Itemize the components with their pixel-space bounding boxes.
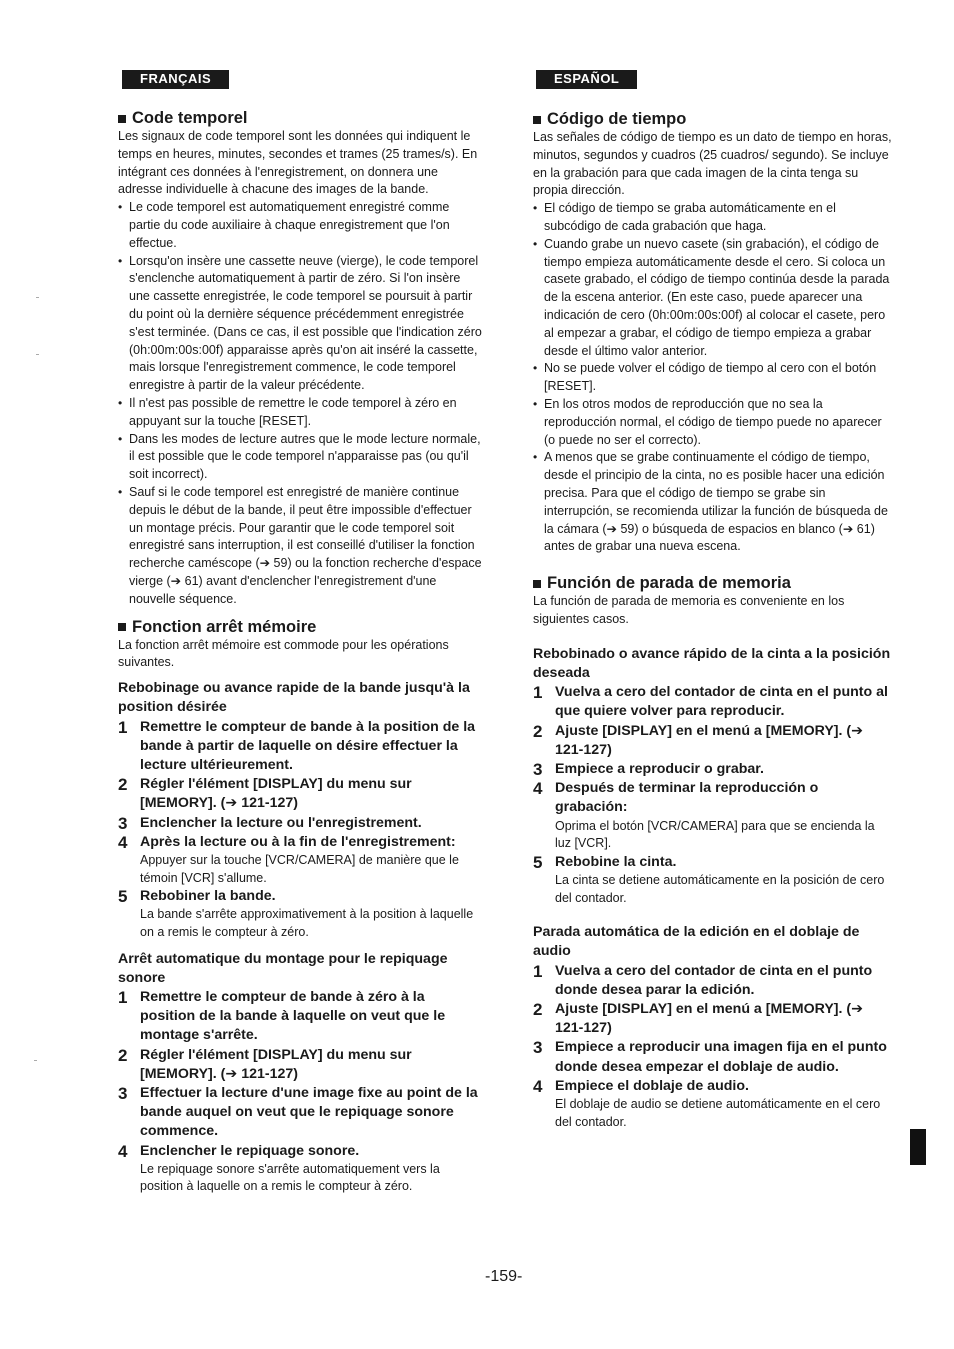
step-text: Empiece a reproducir una imagen fija en el punto donde desea empezar el doblaje de audio. bbox=[555, 1039, 887, 1075]
step-number: 5 bbox=[533, 852, 543, 872]
step-number: 4 bbox=[118, 1141, 128, 1161]
french-column bbox=[118, 70, 482, 1196]
page-number: -159- bbox=[485, 1268, 523, 1285]
step-text: Régler l'élément [DISPLAY] du menu sur [MEMORY]. (➔ 121-127) bbox=[140, 776, 412, 812]
step-number: 1 bbox=[533, 683, 543, 703]
step-item bbox=[533, 1000, 893, 1038]
list-item: • No se puede volver el código de tiempo al cero con el botón [RESET]. bbox=[533, 360, 893, 396]
step-note: Oprima el botón [VCR/CAMERA] para que se encienda la luz [VCR]. bbox=[555, 818, 875, 851]
step-item bbox=[118, 775, 482, 813]
step-text: Rebobine la cinta. bbox=[555, 853, 677, 870]
step-number: 2 bbox=[533, 721, 543, 741]
dubbing-steps bbox=[533, 962, 893, 1132]
code-intro-paragraph: Las señales de código de tiempo es un dato de tiempo en horas, minutos, segundos y cuadros (25 cuadros/ segundo). Se incluye en la grabación para que cada imagen de la cinta tenga su propia dirección. bbox=[533, 130, 892, 198]
step-number: 3 bbox=[118, 813, 128, 833]
step-text: Enclencher la lecture ou l'enregistrement. bbox=[140, 814, 422, 831]
section-title-fonction-arret-memoire: Fonction arrêt mémoire bbox=[118, 618, 482, 637]
code-intro-paragraph: Les signaux de code temporel sont les données qui indiquent le temps en heures, minutes, secondes et trames (25 trames/s). En intégrant ces données à l'enregistrement, on donnera une adresse individuelle à chacune des images de la bande. bbox=[118, 129, 478, 197]
step-note: La cinta se detiene automáticamente en la posición de cero del contador. bbox=[555, 872, 885, 905]
subsection-heading-rewind: Rebobinado o avance rápido de la cinta a la posición deseada bbox=[533, 645, 891, 681]
step-item bbox=[533, 760, 893, 779]
square-bullet-icon bbox=[533, 116, 541, 124]
step-item bbox=[118, 988, 482, 1046]
step-number: 4 bbox=[533, 779, 543, 799]
subsection-heading-dubbing: Parada automática de la edición en el doblaje de audio bbox=[533, 924, 860, 960]
step-item bbox=[533, 683, 893, 721]
dubbing-steps bbox=[118, 988, 482, 1196]
step-item bbox=[533, 779, 893, 817]
step-text: Ajuste [DISPLAY] en el menú a [MEMORY]. (➔ 121-127) bbox=[555, 722, 864, 758]
section-title-code-temporel: Code temporel bbox=[118, 109, 482, 128]
step-text: Remettre le compteur de bande à la position de la bande à partir de laquelle on désire effectuer la lecture ultérieurement. bbox=[140, 718, 476, 773]
code-bullet-list bbox=[118, 199, 482, 608]
scan-speck bbox=[36, 354, 39, 355]
list-item: • Il n'est pas possible de remettre le code temporel à zéro en appuyant sur la touche [RESET]. bbox=[118, 395, 482, 431]
step-text: Régler l'élément [DISPLAY] du menu sur [MEMORY]. (➔ 121-127) bbox=[140, 1046, 412, 1082]
section-title-funcion-parada-memoria: Función de parada de memoria bbox=[533, 574, 893, 593]
step-text: Vuelva a cero del contador de cinta en el punto al que quiere volver para reproducir. bbox=[555, 684, 888, 720]
step-text: Vuelva a cero del contador de cinta en el punto donde desea parar la edición. bbox=[555, 962, 873, 998]
step-item bbox=[118, 814, 482, 833]
list-item: • En los otros modos de reproducción que no sea la reproducción normal, el código de tiempo puede no aparecer (o puede no ser el correcto). bbox=[533, 396, 893, 449]
step-note: La bande s'arrête approximativement à la position à laquelle on a remis le compteur à zéro. bbox=[140, 907, 474, 939]
scan-speck bbox=[34, 1060, 37, 1061]
step-item bbox=[533, 722, 893, 760]
step-number: 1 bbox=[533, 961, 543, 981]
step-number: 2 bbox=[533, 999, 543, 1019]
step-number: 1 bbox=[118, 987, 128, 1007]
step-text: Remettre le compteur de bande à zéro à la position de la bande à laquelle on veut que le montage s'arrête. bbox=[140, 988, 446, 1044]
list-item: • Dans les modes de lecture autres que le mode lecture normale, il est possible que le code temporel n'apparaisse pas (ou qu'il soit incorrect). bbox=[118, 431, 482, 484]
step-number: 1 bbox=[118, 717, 128, 737]
page-edge-tab-marker bbox=[910, 1129, 926, 1165]
step-item bbox=[118, 887, 482, 906]
subsection-heading-dubbing: Arrêt automatique du montage pour le repiquage sonore bbox=[118, 950, 448, 986]
step-number: 3 bbox=[533, 1038, 543, 1058]
step-item bbox=[118, 1084, 482, 1142]
rewind-steps bbox=[118, 718, 482, 942]
step-text: Rebobiner la bande. bbox=[140, 888, 276, 905]
step-number: 5 bbox=[118, 887, 128, 907]
memory-intro-paragraph: La fonction arrêt mémoire est commode pour les opérations suivantes. bbox=[118, 637, 449, 670]
list-item: • El código de tiempo se graba automáticamente en el subcódigo de cada grabación que haga. bbox=[533, 200, 893, 236]
list-item: • Lorsqu'on insère une cassette neuve (vierge), le code temporel s'enclenche automatiquement à partir de zéro. Si l'on insère une cassette enregistrée, le code temporel se poursuit à partir du point où la dernière séquence précédemment enregistrée s'est terminée. (Dans ce cas, il est possible que l'indication zéro (0h:00m:00s:00f) apparaisse après qu'on ait inséré la cassette, mais lorsque l'enregistrement commence, le code temporel enregistre à partir de la valeur précédente. bbox=[118, 253, 482, 395]
subsection-heading-rewind: Rebobinage ou avance rapide de la bande jusqu'à la position désirée bbox=[118, 680, 470, 716]
step-number: 2 bbox=[118, 775, 128, 795]
step-text: Après la lecture ou à la fin de l'enregistrement: bbox=[140, 833, 456, 850]
step-item bbox=[118, 833, 482, 852]
list-item: • Sauf si le code temporel est enregistré de manière continue depuis le début de la bande, il peut être impossible d'effectuer un montage précis. Pour garantir que le code temporel soit enregistré sans interruption, il est conseillé d'utiliser la fonction recherche caméscope (➔ 59) ou la fonction recherche d'espace vierge (➔ 61) avant d'enclencher l'enregistrement d'une nouvelle séquence. bbox=[118, 484, 482, 609]
step-item bbox=[118, 1142, 482, 1161]
section-title-codigo-de-tiempo: Código de tiempo bbox=[533, 110, 893, 129]
step-number: 2 bbox=[118, 1045, 128, 1065]
step-text: Empiece el doblaje de audio. bbox=[555, 1077, 749, 1094]
step-number: 4 bbox=[533, 1076, 543, 1096]
step-item bbox=[533, 1038, 893, 1076]
step-item bbox=[533, 962, 893, 1000]
step-number: 3 bbox=[533, 759, 543, 779]
step-number: 4 bbox=[118, 832, 128, 852]
list-item: • Le code temporel est automatiquement enregistré comme partie du code auxiliaire à chaque enregistrement que l'on effectue. bbox=[118, 199, 482, 252]
scan-speck bbox=[36, 297, 39, 298]
step-text: Effectuer la lecture d'une image fixe au point de la bande auquel on veut que le repiquage sonore commence. bbox=[140, 1084, 478, 1140]
language-tab-spanish: ESPAÑOL bbox=[536, 70, 637, 89]
language-tab-french: FRANÇAIS bbox=[122, 70, 229, 89]
step-item bbox=[118, 1046, 482, 1084]
list-item: • A menos que se grabe continuamente el código de tiempo, desde el principio de la cinta, no es posible hacer una edición precisa. Para que el código de tiempo se grabe sin interrupción, se recomienda utilizar la función de búsqueda de la cámara (➔ 59) o búsqueda de espacios en blanco (➔ 61) antes de grabar una nueva escena. bbox=[533, 449, 893, 556]
step-text: Enclencher le repiquage sonore. bbox=[140, 1142, 360, 1159]
step-item bbox=[533, 1077, 893, 1096]
code-bullet-list bbox=[533, 200, 893, 556]
rewind-steps bbox=[533, 683, 893, 907]
step-text: Ajuste [DISPLAY] en el menú a [MEMORY]. (➔ 121-127) bbox=[555, 1000, 864, 1037]
step-note: El doblaje de audio se detiene automáticamente en el cero del contador. bbox=[555, 1096, 881, 1129]
square-bullet-icon bbox=[118, 623, 126, 631]
spanish-column bbox=[533, 70, 893, 1131]
step-item bbox=[118, 718, 482, 776]
step-text: Empiece a reproducir o grabar. bbox=[555, 760, 764, 777]
step-note: Le repiquage sonore s'arrête automatiquement vers la position à laquelle on a remis le compteur à zéro. bbox=[140, 1161, 440, 1194]
square-bullet-icon bbox=[118, 115, 126, 123]
list-item: • Cuando grabe un nuevo casete (sin grabación), el código de tiempo empieza automáticamente desde el cero. Si coloca un casete grabado, el código de tiempo continúa desde la parada de la escena anterior. (En este caso, puede aparecer una indicación de cero (0h:00m:00s:00f) al colocar el casete, pero al empezar a grabar, el código de tiempo empieza a grabar desde el último valor anterior. bbox=[533, 236, 893, 361]
step-item bbox=[533, 853, 893, 872]
step-text: Después de terminar la reproducción o grabación: bbox=[555, 780, 819, 816]
memory-intro-paragraph: La función de parada de memoria es conveniente en los siguientes casos. bbox=[533, 594, 845, 626]
square-bullet-icon bbox=[533, 580, 541, 588]
step-number: 3 bbox=[118, 1083, 128, 1103]
step-note: Appuyer sur la touche [VCR/CAMERA] de manière que le témoin [VCR] s'allume. bbox=[140, 852, 459, 885]
